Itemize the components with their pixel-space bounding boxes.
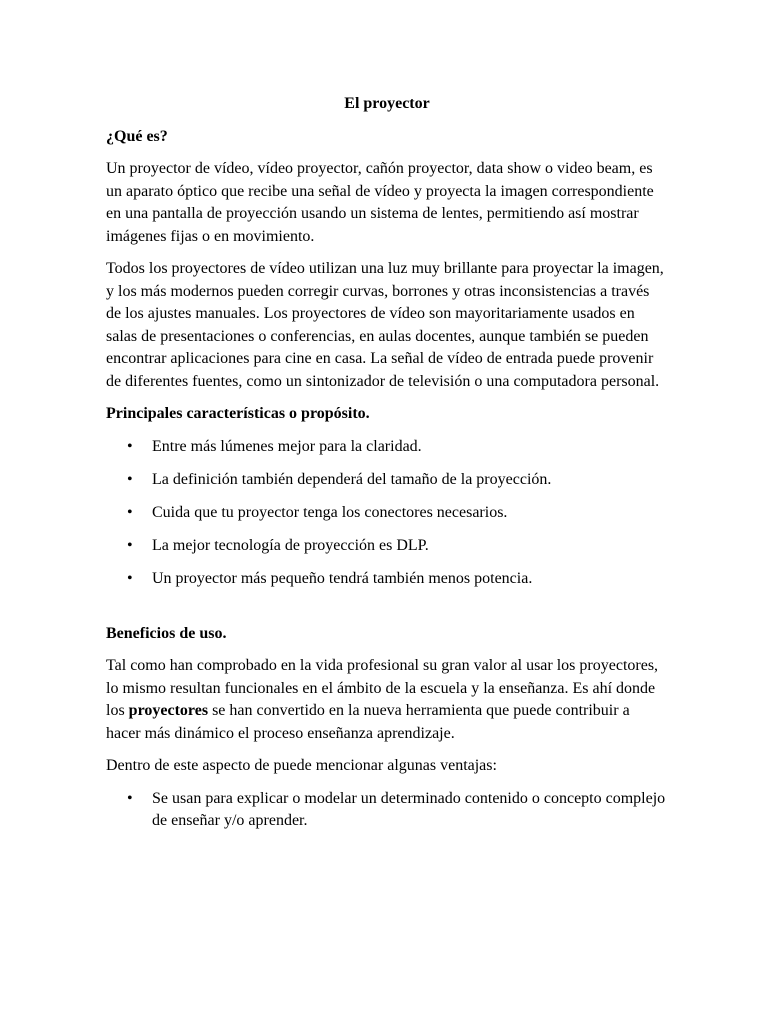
paragraph-description: Todos los proyectores de vídeo utilizan una luz muy brillante para proyectar la imagen, y los más modernos pueden corregir curvas, borrones y otras inconsistencias a través de los ajustes manuales. Los proyectores de vídeo son mayoritariamente usados en salas de presentaciones o conferencias, en aulas docentes, aunque también se pueden encontrar aplicaciones para cine en casa. La señal de vídeo de entrada puede provenir de diferentes fuentes, como un sintonizador de televisión o una computadora personal. xyxy=(106,260,664,390)
section-heading-caracteristicas: Principales características o propósito. xyxy=(106,405,370,422)
list-item-text: La mejor tecnología de proyección es DLP. xyxy=(152,536,429,554)
bullet-icon: • xyxy=(127,503,133,521)
bullet-icon: • xyxy=(127,789,133,807)
section-heading-que-es: ¿Qué es? xyxy=(106,127,168,145)
paragraph-benefits xyxy=(106,655,668,745)
list-item xyxy=(106,788,668,833)
list-item xyxy=(106,535,668,558)
bullet-icon: • xyxy=(127,536,133,554)
bullet-icon: • xyxy=(127,437,133,455)
blank-line xyxy=(106,601,668,623)
advantages-list xyxy=(106,788,668,833)
section-heading-beneficios: Beneficios de uso. xyxy=(106,624,227,642)
bullet-icon: • xyxy=(127,569,133,587)
list-item xyxy=(106,568,668,591)
list-item-text: Entre más lúmenes mejor para la claridad. xyxy=(152,437,422,455)
list-item-text: La definición también dependerá del tamaño de la proyección. xyxy=(152,470,552,488)
paragraph-definition: Un proyector de vídeo, vídeo proyector, cañón proyector, data show o video beam, es un aparato óptico que recibe una señal de vídeo y proyecta la imagen correspondiente en una pantalla de proyección usando un sistema de lentes, permitiendo así mostrar imágenes fijas o en movimiento. xyxy=(106,160,654,245)
list-item xyxy=(106,436,668,459)
bullet-icon: • xyxy=(127,470,133,488)
paragraph-benefits-end: se han convertido en la nueva herramienta que puede contribuir a hacer más dinámico el proceso enseñanza aprendizaje. xyxy=(106,702,630,742)
features-list xyxy=(106,436,668,591)
list-item xyxy=(106,502,668,525)
paragraph-ventajas-intro: Dentro de este aspecto de puede mencionar algunas ventajas: xyxy=(106,757,497,774)
list-item xyxy=(106,469,668,492)
document-title: El proyector xyxy=(344,95,430,112)
list-item-text: Cuida que tu proyector tenga los conectores necesarios. xyxy=(152,503,508,521)
list-item-text: Se usan para explicar o modelar un determinado contenido o concepto complejo de enseñar y/o aprender. xyxy=(152,789,666,829)
paragraph-benefits-start: Tal como han comprobado en la vida profesional su gran valor al usar los proyectores, lo mismo resultan funcionales en el ámbito de la escuela y la enseñanza. Es ahí donde los xyxy=(106,657,659,719)
bold-term-proyectores: proyectores xyxy=(128,702,209,719)
list-item-text: Un proyector más pequeño tendrá también menos potencia. xyxy=(152,569,533,587)
